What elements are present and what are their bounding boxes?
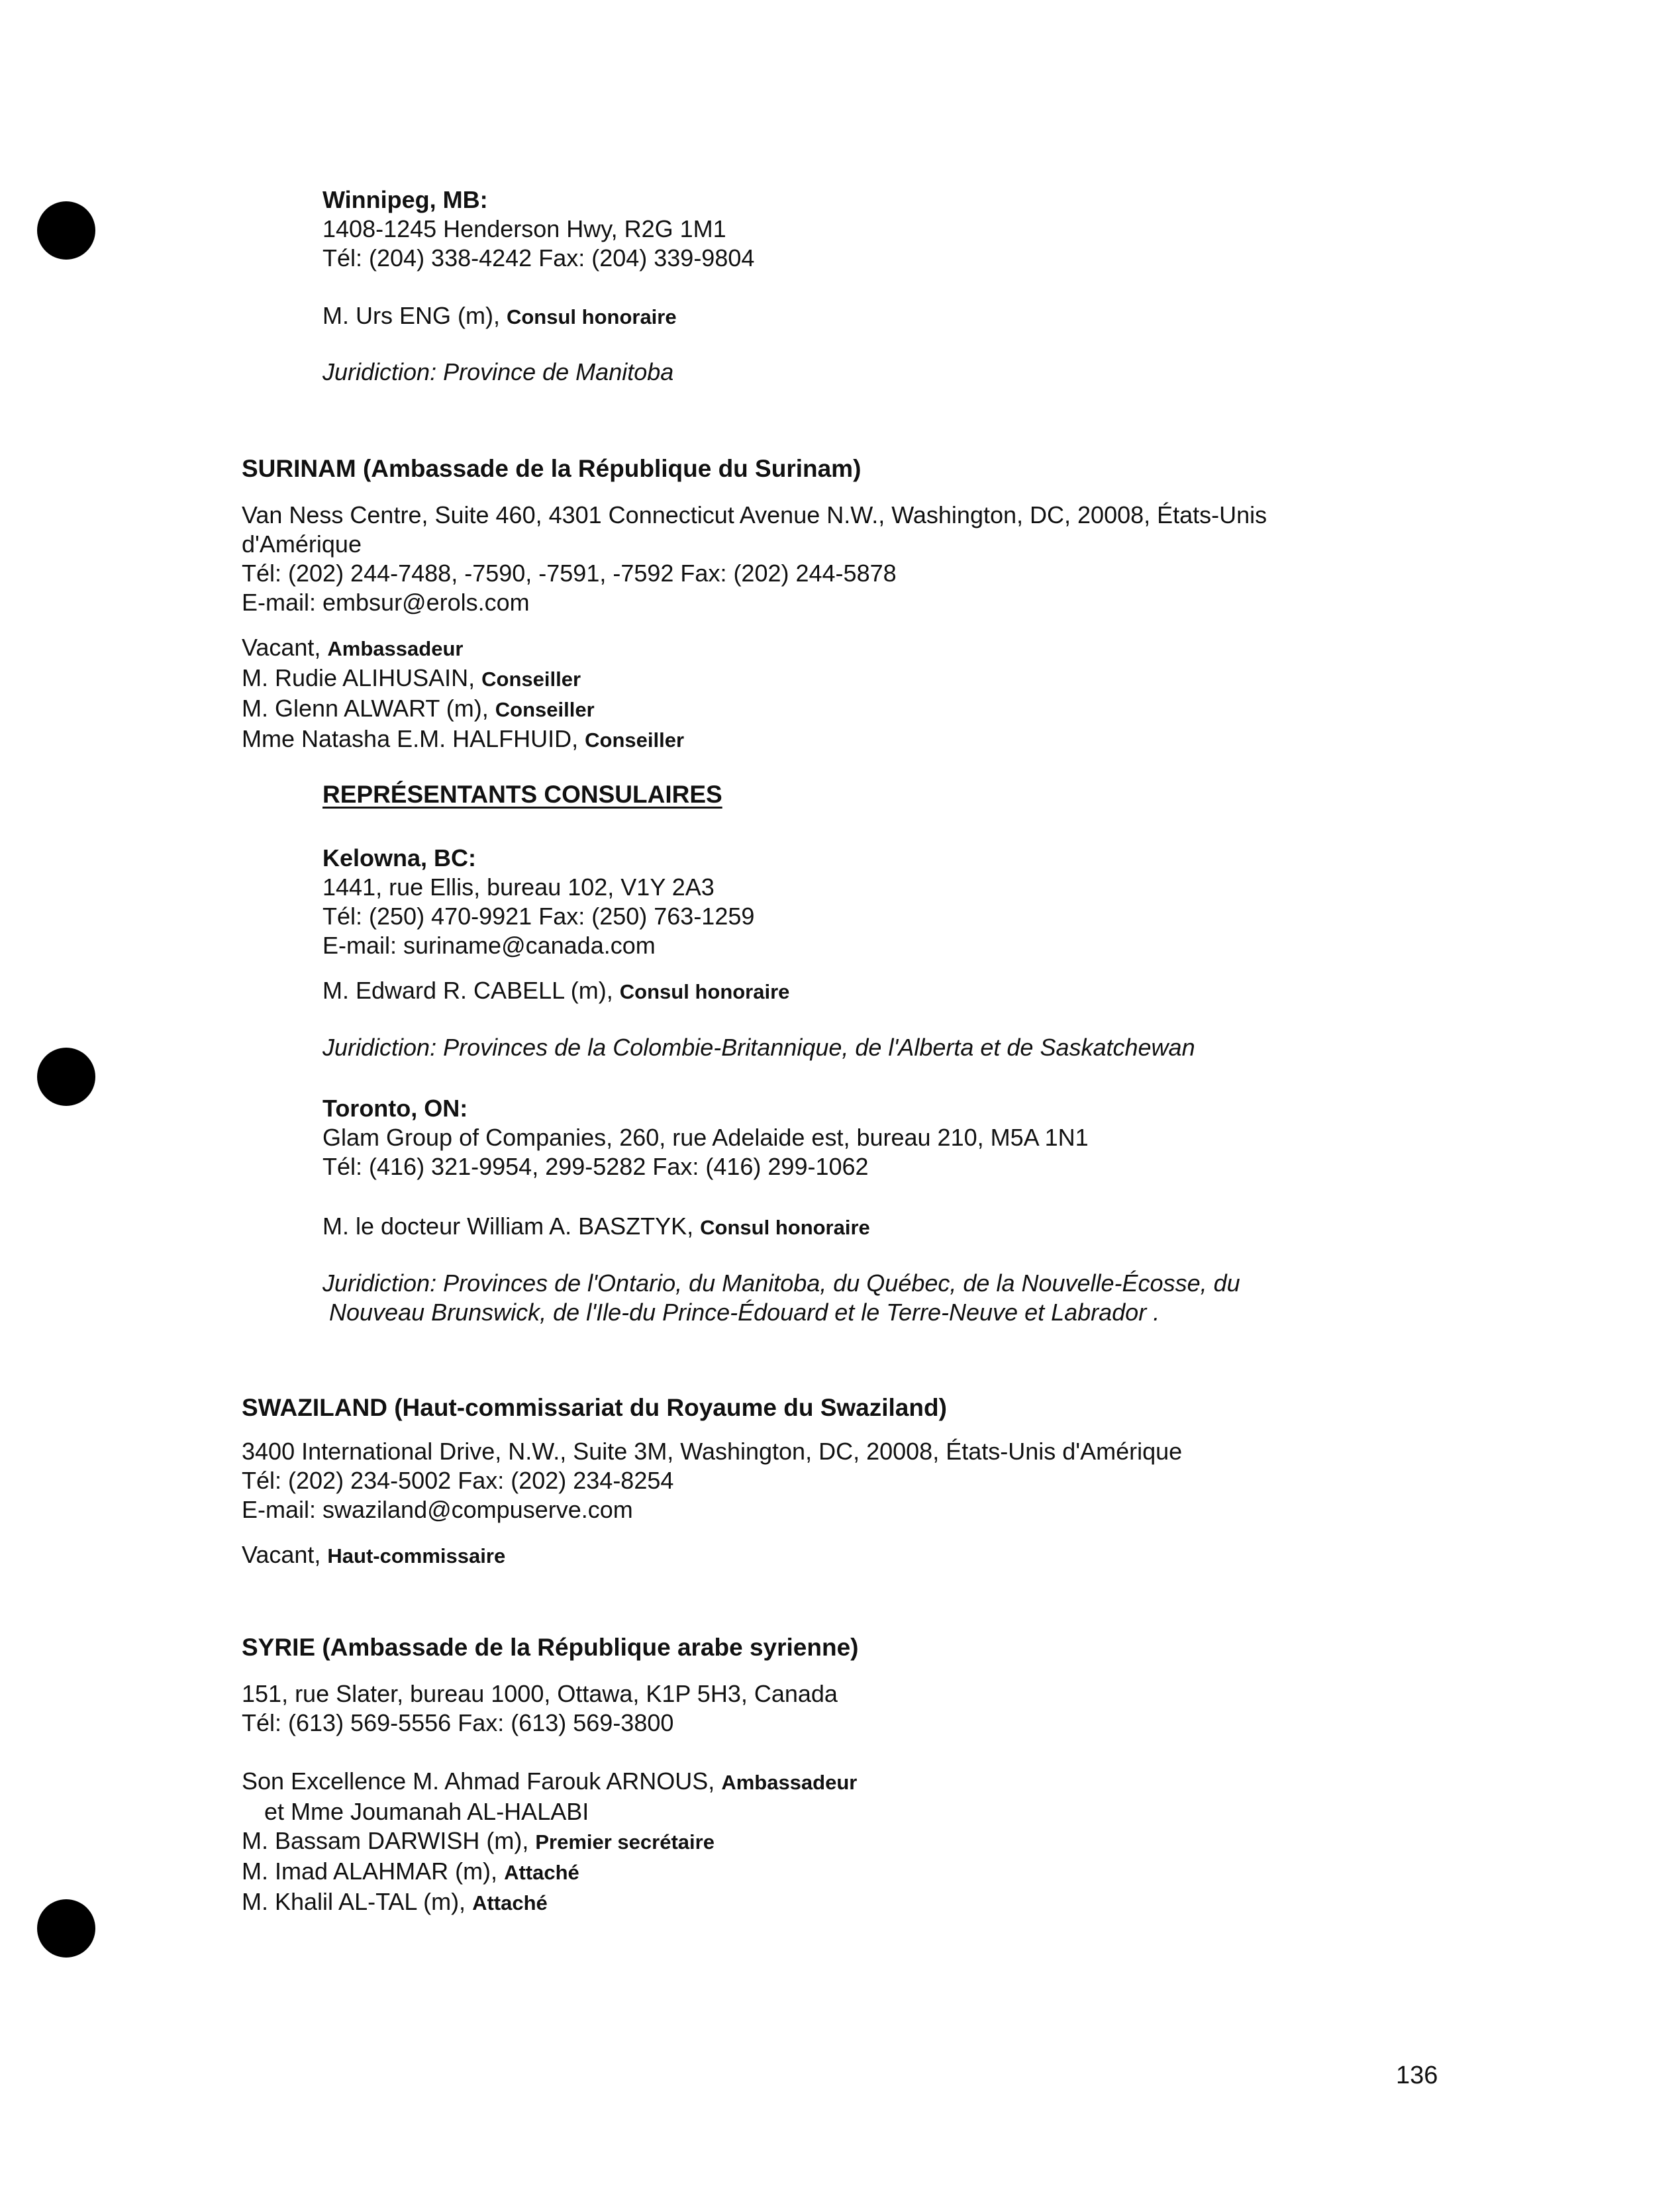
person-name: M. Rudie ALIHUSAIN, (242, 664, 482, 691)
consul-entry (322, 1212, 1581, 1242)
punch-hole (37, 1048, 95, 1106)
person-role: Consul honoraire (506, 305, 677, 328)
jurisdiction: Juridiction: Provinces de la Colombie-Britannique, de l'Alberta et de Saskatchewan (322, 1034, 1195, 1061)
punch-hole (37, 201, 95, 260)
consul-entry (322, 976, 1581, 1007)
city-heading: Toronto, ON: (322, 1095, 468, 1122)
staff-row (242, 1540, 1593, 1571)
consul-entry (322, 301, 1581, 332)
city-heading: Winnipeg, MB: (322, 186, 488, 213)
city-heading: Kelowna, BC: (322, 844, 477, 871)
person-name: M. Imad ALAHMAR (m), (242, 1858, 505, 1885)
person-role: Consul honoraire (619, 980, 790, 1003)
jurisdiction (322, 1269, 1581, 1327)
address-cont: d'Amérique (242, 530, 362, 558)
person-role: Premier secrétaire (535, 1830, 715, 1854)
surinam-staff (242, 633, 1593, 755)
address: Van Ness Centre, Suite 460, 4301 Connecticut Avenue N.W., Washington, DC, 20008, États-Unis (242, 501, 1267, 528)
staff-row (242, 633, 1593, 664)
person-name: M. Glenn ALWART (m), (242, 695, 495, 722)
address: 151, rue Slater, bureau 1000, Ottawa, K1P 5H3, Canada (242, 1680, 838, 1707)
staff-row (242, 1797, 1593, 1826)
address: 1441, rue Ellis, bureau 102, V1Y 2A3 (322, 873, 715, 901)
page-number: 136 (1396, 2062, 1438, 2089)
country-heading-surinam: SURINAM (Ambassade de la République du Surinam) (242, 455, 862, 482)
jurisdiction-line: Nouveau Brunswick, de l'Ile-du Prince-Édouard et le Terre-Neuve et Labrador . (329, 1299, 1160, 1326)
person-name: M. le docteur William A. BASZTYK, (322, 1213, 701, 1240)
jurisdiction: Juridiction: Province de Manitoba (322, 358, 674, 385)
phone-fax: Tél: (204) 338-4242 Fax: (204) 339-9804 (322, 244, 755, 272)
kelowna-contact (322, 844, 1581, 960)
person-role: Haut-commissaire (327, 1544, 506, 1567)
country-heading-swaziland: SWAZILAND (Haut-commissariat du Royaume du Swaziland) (242, 1394, 947, 1421)
section-heading-representatives: REPRÉSENTANTS CONSULAIRES (322, 781, 722, 808)
person-role: Conseiller (495, 698, 595, 721)
phone-fax: Tél: (202) 244-7488, -7590, -7591, -7592 Fax: (202) 244-5878 (242, 560, 897, 587)
email: E-mail: suriname@canada.com (322, 932, 656, 959)
person-role: Attaché (504, 1861, 579, 1884)
phone-fax: Tél: (202) 234-5002 Fax: (202) 234-8254 (242, 1467, 674, 1494)
toronto-contact (322, 1094, 1581, 1181)
address: 3400 International Drive, N.W., Suite 3M, Washington, DC, 20008, États-Unis d'Amérique (242, 1438, 1183, 1465)
phone-fax: Tél: (250) 470-9921 Fax: (250) 763-1259 (322, 903, 755, 930)
person-name: Vacant, (242, 634, 328, 661)
staff-row (242, 1826, 1593, 1857)
person-name: M. Edward R. CABELL (m), (322, 977, 620, 1004)
phone-fax: Tél: (416) 321-9954, 299-5282 Fax: (416) 299-1062 (322, 1153, 869, 1180)
person-name: Son Excellence M. Ahmad Farouk ARNOUS, (242, 1767, 722, 1795)
jurisdiction-line: Juridiction: Provinces de l'Ontario, du Manitoba, du Québec, de la Nouvelle-Écosse, du (322, 1269, 1240, 1297)
person-role: Ambassadeur (721, 1771, 858, 1794)
winnipeg-contact (322, 185, 1581, 273)
surinam-contact (242, 501, 1593, 617)
person-name: M. Khalil AL-TAL (m), (242, 1888, 473, 1915)
staff-row (242, 724, 1593, 755)
staff-row (242, 1857, 1593, 1887)
address: Glam Group of Companies, 260, rue Adelaide est, bureau 210, M5A 1N1 (322, 1124, 1089, 1151)
syrie-staff (242, 1767, 1593, 1918)
person-name: M. Urs ENG (m), (322, 302, 507, 329)
person-name: M. Bassam DARWISH (m), (242, 1827, 536, 1854)
punch-hole (37, 1899, 95, 1958)
person-role: Conseiller (585, 728, 685, 752)
syrie-contact (242, 1679, 1593, 1738)
staff-row (242, 664, 1593, 694)
email: E-mail: swaziland@compuserve.com (242, 1496, 633, 1523)
person-role: Consul honoraire (700, 1216, 870, 1239)
country-heading-syrie: SYRIE (Ambassade de la République arabe syrienne) (242, 1634, 859, 1661)
email: E-mail: embsur@erols.com (242, 589, 530, 616)
person-name: et Mme Joumanah AL-HALABI (264, 1798, 589, 1825)
person-role: Conseiller (481, 668, 581, 691)
person-name: Mme Natasha E.M. HALFHUID, (242, 725, 585, 752)
staff-row (242, 1887, 1593, 1918)
staff-row (242, 1767, 1593, 1797)
person-role: Attaché (472, 1891, 548, 1914)
address: 1408-1245 Henderson Hwy, R2G 1M1 (322, 215, 726, 242)
person-name: Vacant, (242, 1541, 328, 1568)
phone-fax: Tél: (613) 569-5556 Fax: (613) 569-3800 (242, 1709, 674, 1736)
staff-row (242, 694, 1593, 724)
swaziland-contact (242, 1437, 1593, 1524)
person-role: Ambassadeur (327, 637, 464, 660)
